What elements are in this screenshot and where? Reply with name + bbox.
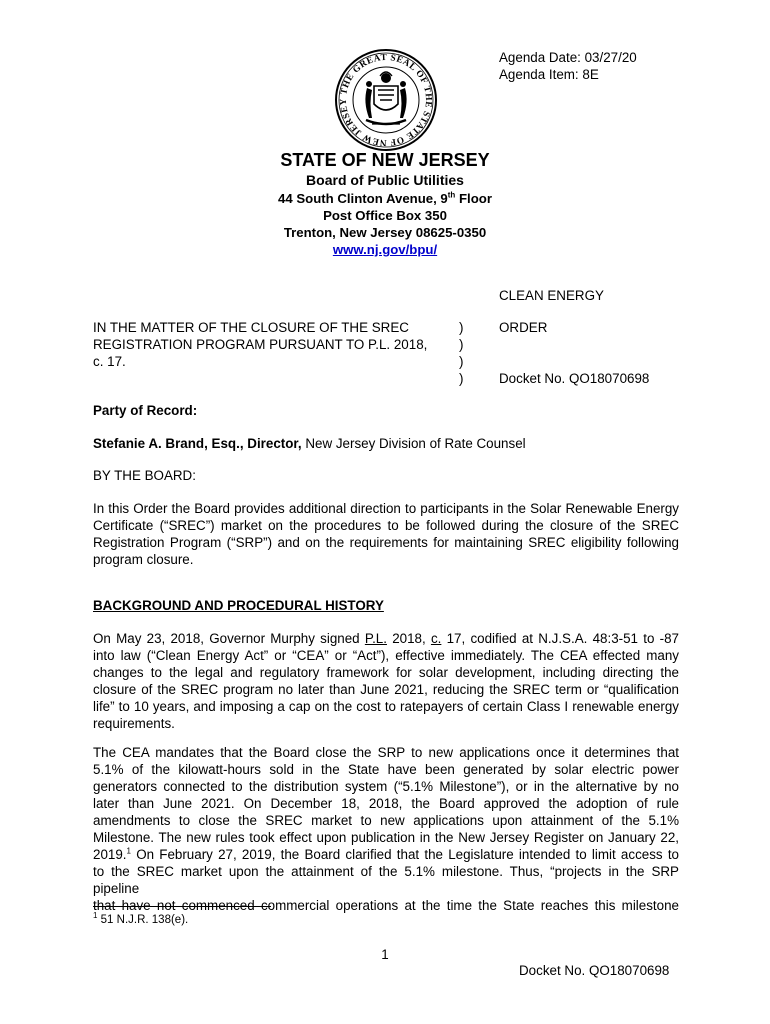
seal-text: THE GREAT SEAL OF THE STATE OF NEW JERSEY <box>337 51 435 149</box>
background-paragraph-2: The CEA mandates that the Board close the SRP to new applications once it determines that 5.1% of the kilowatt-hours sold in the State have been generated by solar electric power generators connected to the distribution system (“5.1% Milestone”), or in the alternative by no later than June 2021. On December 18, 2018, the Board approved the adoption of rule amendments to close the SREC market to new applications upon attainment of the 5.1% Milestone. The new rules took effect upon publication in the New Jersey Register on January 22, 2019.$^1$ On February 27, 2019, the Board clarified that the Legislature intended to limit access to to the SREC market upon the attainment of the 5.1% milestone. Thus, “projects in the SRP pipeline that have not commenced commercial operations at the time the State reaches this milestone <box>93 745 679 913</box>
state-seal <box>334 48 438 152</box>
footer-docket: Docket No. QO18070698 <box>519 963 670 978</box>
address-line-1: 44 South Clinton Avenue, 9th Floor <box>278 190 492 206</box>
page-number: 1 <box>381 947 389 962</box>
state-title: STATE OF NEW JERSEY <box>280 150 490 170</box>
state-seal-icon <box>334 48 438 152</box>
matter-caption <box>93 319 453 370</box>
agenda-date: Agenda Date: 03/27/20 <box>499 50 637 65</box>
agenda-block <box>499 49 637 83</box>
party-heading: Party of Record: <box>93 403 198 418</box>
agenda-item: Agenda Item: 8E <box>499 67 599 82</box>
footnote-divider <box>93 906 271 907</box>
website-line <box>0 241 770 258</box>
by-the-board: BY THE BOARD: <box>93 468 196 483</box>
address-line-2: Post Office Box 350 <box>323 208 447 223</box>
footnote: $^1$ 51 N.J.R. 138(e). <box>93 911 189 926</box>
section-heading: BACKGROUND AND PROCEDURAL HISTORY <box>93 598 384 613</box>
background-paragraph-1: On May 23, 2018, Governor Murphy signed P.L. 2018, c. 17, codified at N.J.S.A. 48:3-51 to -87 into law (“Clean Energy Act” or “CEA” or “Act”), effective immediately. The CEA effected many changes to the legal and regulatory framework for solar development, including directing the closure of the SREC program no later than June 2021, reducing the SREC term or “qualification life” to 10 years, and imposing a cap on the cost to ratepayers of certain Class I renewable energy requirements. <box>93 631 679 731</box>
caption-parens: ) ) ) ) <box>459 320 464 386</box>
footnote-ref: 1 <box>126 846 131 856</box>
matter-line: REGISTRATION PROGRAM PURSUANT TO P.L. 2018, <box>93 337 428 352</box>
matter-line: c. 17. <box>93 354 126 369</box>
matter-line: IN THE MATTER OF THE CLOSURE OF THE SREC <box>93 320 409 335</box>
board-name: Board of Public Utilities <box>306 172 464 188</box>
address-line-3: Trenton, New Jersey 08625-0350 <box>283 225 487 240</box>
order-label: ORDER <box>499 320 548 335</box>
docket-number: Docket No. QO18070698 <box>499 371 650 386</box>
website-link[interactable]: www.nj.gov/bpu/ <box>332 242 438 257</box>
party-of-record: Stefanie A. Brand, Esq., Director, New Jersey Division of Rate Counsel <box>93 436 526 451</box>
intro-paragraph: In this Order the Board provides additional direction to participants in the Solar Renewable Energy Certificate (“SREC”) market on the procedures to be followed during the closure of the SREC Registration Program (“SRP”) and on the requirements for maintaining SREC eligibility following program closure. <box>93 501 679 567</box>
category-label: CLEAN ENERGY <box>499 288 604 303</box>
